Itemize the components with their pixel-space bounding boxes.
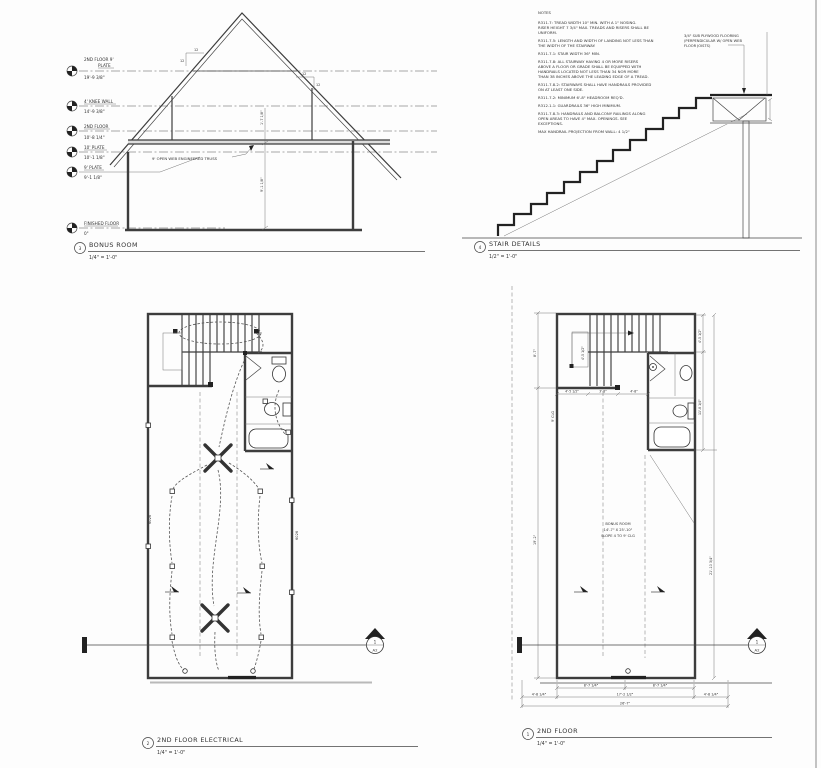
- elev-label: 9' PLATE: [84, 165, 102, 170]
- note-line: THAN 38 INCHES ABOVE THE LEADING EDGE OF A TREAD.: [538, 74, 649, 79]
- bonus-room-title: [75, 241, 426, 261]
- dim-text: 1'-7 1/8": [260, 110, 264, 125]
- elev-label: 2ND FLOOR: [84, 124, 109, 129]
- dim-text: 4'-5 1/2": [565, 389, 579, 394]
- floor-title: [523, 727, 773, 747]
- note-line: THE WIDTH OF THE STAIRWAY.: [538, 43, 596, 48]
- wiring-runs: [169, 322, 285, 671]
- section-marker: [365, 628, 385, 654]
- note-line: RISER HEIGHT 7 3/4" MAX. TREADS AND RISERS SHALL BE: [538, 25, 649, 30]
- dim-text: 4'-8": [630, 389, 638, 394]
- section-marker-number: 1: [755, 639, 759, 645]
- stair-details-title: [475, 240, 801, 260]
- pitch-value: 12: [302, 72, 307, 76]
- exterior-walls: [557, 314, 695, 678]
- note-line: UNIFORM.: [538, 30, 558, 35]
- stair-details: [462, 10, 802, 260]
- stair-closet: [163, 333, 182, 370]
- section-marker-number: 1: [373, 639, 377, 645]
- note-line: R311.7.5: LENGTH AND WIDTH OF LANDING NOT LESS THAN: [538, 38, 654, 43]
- elevation-marker: [67, 223, 77, 233]
- title-scale: 1/4" = 1'-0": [89, 256, 118, 261]
- dim-text: 4'-8 1/4": [703, 692, 719, 697]
- dim-text: 8'-7 1/4": [583, 683, 599, 688]
- ceiling-fan: [205, 445, 231, 471]
- elev-value: 10'-1 1/8": [84, 155, 105, 160]
- section-marker: [747, 628, 767, 654]
- title-number: 3: [78, 246, 82, 251]
- stair-closet: [572, 332, 588, 367]
- elev-label: PLATE: [98, 63, 111, 68]
- section-marker-sheet: A2: [754, 647, 760, 653]
- roof-outline: [110, 13, 401, 180]
- elev-value: 19'-9 3/8": [84, 75, 105, 80]
- note-line: EXCEPTIONS.: [538, 121, 563, 126]
- section-marker-sheet: A2: [372, 647, 378, 653]
- note-line: R311.7.8.3: HANDRAILS AND BALCONY RAILINGS ALONG: [538, 111, 646, 116]
- title-number: 1: [526, 732, 530, 737]
- stair-post: [743, 121, 749, 238]
- elev-value: 14'-9 3/8": [84, 109, 105, 114]
- second-floor-plan: [512, 286, 772, 747]
- attic-access-diagonal: [650, 455, 694, 523]
- title-scale: 1/4" = 1'-0": [537, 742, 566, 747]
- title-name: STAIR DETAILS: [489, 240, 541, 248]
- elevation-marker: [67, 167, 77, 177]
- pitch-value: 12: [194, 48, 199, 52]
- sink: [680, 366, 692, 381]
- note-line: R311.7.1: STAIR WIDTH 36" MIN.: [538, 51, 601, 56]
- window-label: 6026: [295, 530, 299, 540]
- bottom-dimensions: [520, 680, 730, 708]
- room-size: 14'-7" X 25'-10": [603, 528, 633, 532]
- toilet: [673, 403, 694, 419]
- dim-text: 4'-5 1/2": [698, 329, 702, 343]
- room-name: BONUS ROOM: [605, 522, 631, 526]
- note-line: R311.7.2: MINIMUM 6'-8" HEADROOM REQ'D.: [538, 95, 624, 100]
- callout-line: (PERPENDICULAR W/ OPEN WEB: [684, 39, 742, 43]
- elevation-marker: [67, 101, 77, 111]
- bathtub: [654, 427, 690, 447]
- bonus-room-section: [67, 13, 437, 261]
- dim-text: 8'-7": [533, 348, 537, 357]
- note-line: OPEN AREAS TO HAVE 4" MAX. OPENINGS. SEE: [538, 116, 628, 121]
- bathtub: [249, 429, 288, 448]
- left-dimensions: [533, 311, 556, 680]
- dim-text: 26'-7": [619, 701, 631, 706]
- stair-notes: [537, 10, 654, 134]
- sink: [265, 403, 292, 417]
- section-cut: [517, 628, 767, 654]
- pitch-value: 12: [316, 83, 321, 87]
- elevation-marker: [67, 66, 77, 76]
- title-number: 4: [478, 245, 482, 250]
- note-line: ON AT LEAST ONE SIDE.: [538, 87, 584, 92]
- note-line: ABOVE A FLOOR OR GRADE SHALL BE EQUIPPED WITH: [538, 64, 642, 69]
- plan-bathroom: [648, 353, 695, 450]
- ceiling-label: 9' CLG: [551, 410, 555, 422]
- second-floor-electrical-plan: [82, 314, 418, 756]
- elevation-markers: [67, 66, 77, 233]
- electrical-title: [143, 736, 419, 756]
- note-line: R311.7: TREAD WIDTH 10" MIN. WITH A 1" NOSING.: [538, 20, 637, 25]
- room-ceiling: SLOPE 4 TO 9' CLG: [601, 534, 635, 538]
- elevation-marker: [67, 147, 77, 157]
- dim-text: 8'-7 1/4": [652, 683, 668, 688]
- callout-line: 3/4" SUB PLYWOOD FLOORING: [684, 34, 739, 38]
- title-number: 2: [146, 741, 150, 746]
- title-scale: 1/2" = 1'-0": [489, 255, 518, 260]
- truss-note-text: 9' OPEN WEB ENGINEERED TRUSS: [152, 156, 218, 161]
- elev-value: 10'-8 1/4": [84, 135, 105, 140]
- title-scale: 1/4" = 1'-0": [157, 751, 186, 756]
- slope-arrows: [574, 586, 665, 592]
- toilet: [272, 357, 286, 382]
- dim-text: 19'-2": [533, 534, 537, 545]
- bath-door: [246, 356, 261, 380]
- window-label: 6026: [148, 514, 152, 524]
- elevation-labels: [84, 57, 119, 236]
- title-name: 2ND FLOOR ELECTRICAL: [157, 736, 244, 744]
- truss-note: [152, 145, 254, 161]
- interior-dimensions: [555, 390, 650, 397]
- dim-text: 9'-1 1/8": [260, 177, 264, 192]
- title-name: BONUS ROOM: [89, 241, 138, 249]
- bottom-sill: [540, 669, 772, 683]
- note-line: R312.1.1: GUARDRAILS 36" HIGH MINIMUM.: [538, 103, 622, 108]
- note-line: HANDRAILS LOCATED NOT LESS THAN 34 NOR MORE: [538, 69, 639, 74]
- up-arrow: [570, 331, 635, 369]
- elev-value: 0": [84, 231, 89, 236]
- roof-pitch-symbols: [180, 48, 320, 90]
- elev-label: 2ND FLOOR 9': [84, 57, 114, 62]
- ceiling-fan: [202, 605, 228, 631]
- room-label: [601, 522, 635, 538]
- elev-label: FINISHED FLOOR: [84, 221, 120, 226]
- dim-text: 21'-10 3/4": [709, 556, 713, 575]
- stair-dim: 4'-5 1/2": [581, 346, 585, 360]
- elevation-lines: [79, 71, 437, 228]
- dim-text: 3'-8": [599, 389, 607, 394]
- note-line: R311.7.8.2: STAIRWAYS SHALL HAVE HANDRAILS PROVIDED: [538, 82, 652, 87]
- switch-symbols: [165, 463, 274, 593]
- title-name: 2ND FLOOR: [537, 727, 578, 735]
- note-line: R311.7.8: ALL STAIRWAY HAVING 4 OR MORE RISERS: [538, 59, 639, 64]
- note-line: MAX HANDRAIL PROJECTION FROM WALL: 4 1/2": [538, 129, 630, 134]
- dim-text: 4'-8 1/4": [531, 692, 547, 697]
- pitch-value: 12: [180, 59, 185, 63]
- elev-label: 10' PLATE: [84, 145, 105, 150]
- dim-text: 11'-8 1/4": [698, 399, 702, 415]
- dim-text: 17'-2 1/2": [616, 692, 634, 697]
- elevation-marker: [67, 126, 77, 136]
- elev-label: 4' KNEE WALL: [84, 99, 114, 104]
- right-dimensions: [696, 313, 717, 680]
- flooring-callout: [684, 34, 746, 94]
- section-dimension: [260, 108, 268, 230]
- elev-value: 9'-1 1/8": [84, 175, 102, 180]
- note-line: NOTES: [538, 10, 551, 15]
- section-cut: [82, 628, 385, 654]
- callout-line: FLOOR JOISTS): [684, 44, 711, 48]
